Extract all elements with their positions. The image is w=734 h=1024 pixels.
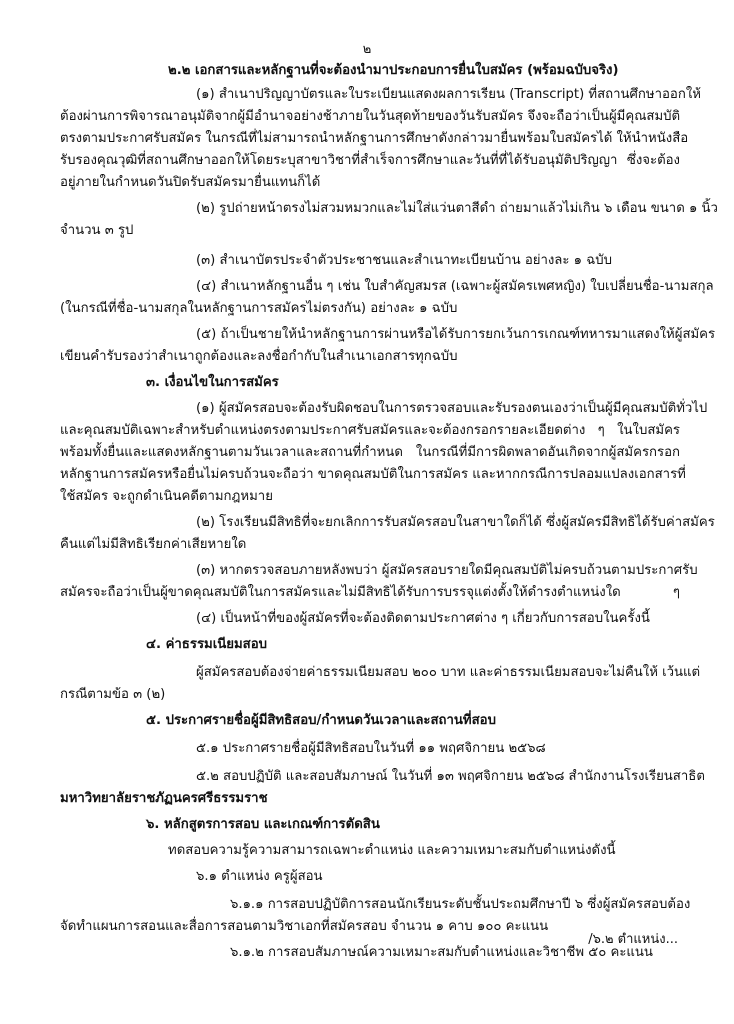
- text-line: พร้อมทั้งยื่นและแสดงหลักฐานตามวันเวลาและสถานที่กำหนด ในกรณีที่มีการผิดพลาดอันเกิดจากผู้สมัครกรอก: [60, 445, 680, 460]
- text-line: ตรงตามประกาศรับสมัคร ในกรณีที่ไม่สามารถนำหลักฐานการศึกษาดังกล่าวมายื่นพร้อมใบสมัครได้ ให้นำหนังสือ: [60, 131, 689, 146]
- text-line: ต้องผ่านการพิจารณาอนุมัติจากผู้มีอำนาจอย่างช้าภายในวันสุดท้ายของวันรับสมัคร จึงจะถือว่าเป็นผู้มีคุณสมบัติ: [60, 109, 681, 124]
- text-line: กรณีตามข้อ ๓ (๒): [60, 687, 166, 702]
- text-line: ๖.๑.๒ การสอบสัมภาษณ์ความเหมาะสมกับตำแหน่งและวิชาชีพ ๕๐ คะแนน: [230, 945, 653, 960]
- text-line: และคุณสมบัติเฉพาะสำหรับตำแหน่งตรงตามประกาศรับสมัครและจะต้องกรอกรายละเอียดต่าง ๆ ในใบสมัคร: [60, 423, 680, 438]
- text-line: ๖. หลักสูตรการสอบ และเกณฑ์การตัดสิน: [146, 817, 380, 832]
- text-line: ๖.๑ ตำแหน่ง ครูผู้สอน: [196, 869, 323, 884]
- text-line: (๑) ผู้สมัครสอบจะต้องรับผิดชอบในการตรวจสอบและรับรองตนเองว่าเป็นผู้มีคุณสมบัติทั่วไป: [196, 401, 708, 416]
- text-line: เขียนคำรับรองว่าสำเนาถูกต้องและลงชื่อกำกับในสำเนาเอกสารทุกฉบับ: [60, 349, 458, 364]
- text-line: (๔) สำเนาหลักฐานอื่น ๆ เช่น ใบสำคัญสมรส (เฉพาะผู้สมัครเพศหญิง) ใบเปลี่ยนชื่อ-นามสกุล: [196, 279, 714, 294]
- text-line: ๕.๑ ประกาศรายชื่อผู้มีสิทธิสอบในวันที่ ๑๑ พฤศจิกายน ๒๕๖๘: [196, 741, 546, 756]
- text-line: หลักฐานการสมัครหรือยื่นไม่ครบถ้วนจะถือว่า ขาดคุณสมบัติในการสมัคร และหากกรณีการปลอมแปลงเอกสารที่: [60, 467, 686, 482]
- text-line: อยู่ภายในกำหนดวันปิดรับสมัครมายื่นแทนก็ได้: [60, 175, 321, 190]
- text-line: มหาวิทยาลัยราชภัฏนครศรีธรรมราช: [60, 791, 268, 806]
- text-line: (๒) โรงเรียนมีสิทธิที่จะยกเลิกการรับสมัครสอบในสาขาใดก็ได้ ซึ่งผู้สมัครมีสิทธิได้รับค่าสมัคร: [196, 515, 715, 530]
- text-line: ๓. เงื่อนไขในการสมัคร: [146, 375, 279, 390]
- text-line: สมัครจะถือว่าเป็นผู้ขาดคุณสมบัติในการสมัครและไม่มีสิทธิได้รับการบรรจุแต่งตั้งให้ดำรงตำแหน่งใด ๆ: [60, 585, 680, 600]
- text-line: (๓) หากตรวจสอบภายหลังพบว่า ผู้สมัครสอบรายใดมีคุณสมบัติไม่ครบถ้วนตามประกาศรับ: [196, 563, 698, 578]
- text-line: ๖.๑.๑ การสอบปฏิบัติการสอนนักเรียนระดับชั้นประถมศึกษาปี ๖ ซึ่งผู้สมัครสอบต้อง: [230, 897, 691, 912]
- text-line: (๒) รูปถ่ายหน้าตรงไม่สวมหมวกและไม่ใส่แว่นตาสีดำ ถ่ายมาแล้วไม่เกิน ๖ เดือน ขนาด ๑ นิ้ว: [196, 201, 718, 216]
- text-line: รับรองคุณวุฒิที่สถานศึกษาออกให้โดยระบุสาขาวิชาที่สำเร็จการศึกษาและวันที่ที่ได้รับอนุมัติปริญญา ซึ่งจะต้อง: [60, 153, 680, 168]
- text-line: ใช้สมัคร จะถูกดำเนินคดีตามกฎหมาย: [60, 489, 273, 504]
- text-line: ทดสอบความรู้ความสามารถเฉพาะตำแหน่ง และความเหมาะสมกับตำแหน่งดังนี้: [168, 843, 616, 858]
- text-line: (๕) ถ้าเป็นชายให้นำหลักฐานการผ่านหรือได้รับการยกเว้นการเกณฑ์ทหารมาแสดงให้ผู้สมัคร: [196, 327, 716, 342]
- text-line: (๔) เป็นหน้าที่ของผู้สมัครที่จะต้องติดตามประกาศต่าง ๆ เกี่ยวกับการสอบในครั้งนี้: [196, 611, 650, 626]
- text-line: ๔. ค่าธรรมเนียมสอบ: [146, 637, 267, 652]
- text-line: ผู้สมัครสอบต้องจ่ายค่าธรรมเนียมสอบ ๒๐๐ บาท และค่าธรรมเนียมสอบจะไม่คืนให้ เว้นแต่: [196, 665, 701, 680]
- continuation-note: /๖.๒ ตำแหน่ง...: [588, 932, 678, 947]
- text-line: จัดทำแผนการสอนและสื่อการสอนตามวิชาเอกที่สมัครสอบ จำนวน ๑ คาบ ๑๐๐ คะแนน: [60, 919, 549, 934]
- page-number: ๒: [362, 42, 372, 57]
- text-line: จำนวน ๓ รูป: [60, 223, 134, 238]
- text-line: (๓) สำเนาบัตรประจำตัวประชาชนและสำเนาทะเบียนบ้าน อย่างละ ๑ ฉบับ: [196, 253, 612, 268]
- text-line: คืนแต่ไม่มีสิทธิเรียกค่าเสียหายใด: [60, 537, 247, 552]
- text-line: (๑) สำเนาปริญญาบัตรและใบระเบียนแสดงผลการเรียน (Transcript) ที่สถานศึกษาออกให้: [196, 87, 701, 102]
- text-line: ๒.๒ เอกสารและหลักฐานที่จะต้องนำมาประกอบการยื่นใบสมัคร (พร้อมฉบับจริง): [168, 63, 619, 78]
- text-line: (ในกรณีที่ชื่อ-นามสกุลในหลักฐานการสมัครไม่ตรงกัน) อย่างละ ๑ ฉบับ: [60, 301, 458, 316]
- text-line: ๕.๒ สอบปฏิบัติ และสอบสัมภาษณ์ ในวันที่ ๑๓ พฤศจิกายน ๒๕๖๘ สำนักงานโรงเรียนสาธิต: [196, 769, 705, 784]
- text-line: ๕. ประกาศรายชื่อผู้มีสิทธิสอบ/กำหนดวันเวลาและสถานที่สอบ: [146, 713, 496, 728]
